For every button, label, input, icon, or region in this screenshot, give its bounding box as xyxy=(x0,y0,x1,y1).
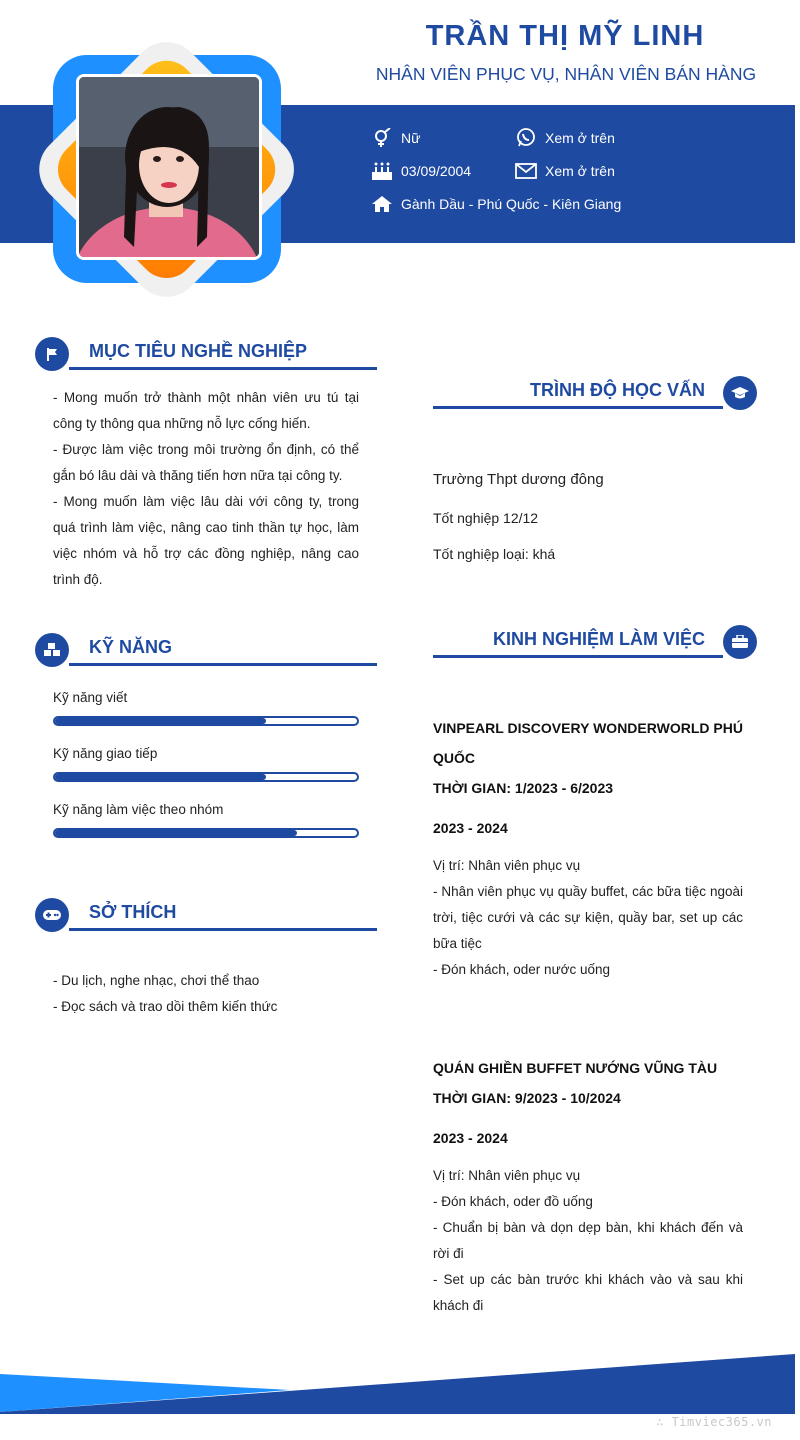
phone-icon xyxy=(515,128,537,148)
skill-bar xyxy=(53,828,359,838)
info-phone xyxy=(515,128,615,148)
candidate-name: TRẦN THỊ MỸ LINH xyxy=(425,20,705,52)
job-company: QUÁN GHIỀN BUFFET NƯỚNG VŨNG TÀU xyxy=(433,1060,718,1076)
gender-value: Nữ xyxy=(401,130,421,146)
education-graduation: Tốt nghiệp 12/12 xyxy=(433,510,539,526)
skills-underline xyxy=(69,663,377,666)
education-school: Trường Thpt dương đông xyxy=(433,471,604,488)
job-detail-line: - Set up các bàn trước khi khách vào và sau khi khách đi xyxy=(433,1272,743,1313)
skill-bar xyxy=(53,772,359,782)
briefcase-icon xyxy=(723,625,757,659)
objective-line: - Mong muốn trở thành một nhân viên ưu tú tại công ty thông qua những nỗ lực cống hiến. xyxy=(53,390,359,431)
job-company: VINPEARL DISCOVERY WONDERWORLD PHÚ QUỐC xyxy=(433,720,743,766)
objective-text xyxy=(53,385,359,593)
gender-icon xyxy=(371,128,393,148)
job-detail-line: - Chuẩn bị bàn và dọn dẹp bàn, khi khách đến và rời đi xyxy=(433,1220,743,1261)
gamepad-icon xyxy=(35,898,69,932)
job-details xyxy=(433,853,743,983)
hobbies-section-header xyxy=(35,898,377,938)
job-detail-line: - Đón khách, oder nước uống xyxy=(433,962,610,977)
job-years: 2023 - 2024 xyxy=(433,1130,508,1146)
graduation-cap-icon xyxy=(723,376,757,410)
job-years: 2023 - 2024 xyxy=(433,820,508,836)
skill-bar-fill xyxy=(55,830,297,836)
skill-bar-fill xyxy=(55,718,266,724)
info-email xyxy=(515,161,615,181)
birthday-cake-icon xyxy=(371,161,393,181)
job-time: THỜI GIAN: 9/2023 - 10/2024 xyxy=(433,1090,621,1106)
skills-title: KỸ NĂNG xyxy=(89,637,173,657)
skill-label: Kỹ năng giao tiếp xyxy=(53,746,158,761)
watermark: ∴ Timviec365.vn xyxy=(656,1415,772,1429)
cubes-icon xyxy=(35,633,69,667)
flag-icon xyxy=(35,337,69,371)
skill-bar xyxy=(53,716,359,726)
hobby-line: - Du lịch, nghe nhạc, chơi thể thao xyxy=(53,973,260,988)
objective-underline xyxy=(69,367,377,370)
envelope-icon xyxy=(515,161,537,181)
skills-section-header xyxy=(35,633,377,673)
job-detail-line: - Đón khách, oder đồ uống xyxy=(433,1194,593,1209)
job-detail-line: Vị trí: Nhân viên phục vụ xyxy=(433,1168,581,1183)
phone-value: Xem ở trên xyxy=(545,130,615,146)
objective-line: - Mong muốn làm việc lâu dài với công ty, trong quá trình làm việc, nâng cao tinh thần tự học, làm việc nhóm và hỗ trợ các đồng nghiệp, nâng cao trình độ. xyxy=(53,494,359,587)
info-gender xyxy=(371,128,420,148)
home-icon xyxy=(371,194,393,214)
info-address xyxy=(371,194,621,214)
skill-label: Kỹ năng làm việc theo nhóm xyxy=(53,802,224,817)
objective-title: MỤC TIÊU NGHỀ NGHIỆP xyxy=(89,341,308,361)
hobbies-title: SỞ THÍCH xyxy=(89,902,177,922)
education-grade: Tốt nghiệp loại: khá xyxy=(433,546,556,562)
hobby-line: - Đọc sách và trao dồi thêm kiến thức xyxy=(53,999,278,1014)
experience-title: KINH NGHIỆM LÀM VIỆC xyxy=(492,629,705,649)
job-detail-line: Vị trí: Nhân viên phục vụ xyxy=(433,858,581,873)
footer-wave xyxy=(0,1350,800,1416)
avatar-frame xyxy=(28,30,308,306)
education-section-header xyxy=(433,376,757,416)
job-detail-line: - Nhân viên phục vụ quầy buffet, các bữa tiệc ngoài trời, tiệc cưới và các sự kiện, quầy bar, set up các bữa tiệc xyxy=(433,884,743,951)
desired-position: NHÂN VIÊN PHỤC VỤ, NHÂN VIÊN BÁN HÀNG xyxy=(375,64,757,84)
info-birthday xyxy=(371,161,471,181)
email-value: Xem ở trên xyxy=(545,163,615,179)
address-value: Gành Dầu - Phú Quốc - Kiên Giang xyxy=(401,196,622,212)
experience-underline xyxy=(433,655,723,658)
education-title: TRÌNH ĐỘ HỌC VẤN xyxy=(530,380,705,400)
hobbies-text xyxy=(53,968,359,1020)
job-details xyxy=(433,1163,743,1319)
avatar xyxy=(76,74,262,260)
job-time: THỜI GIAN: 1/2023 - 6/2023 xyxy=(433,780,614,796)
objective-line: - Được làm việc trong môi trường ổn định, có thể gắn bó lâu dài và thăng tiến hơn nữa tại công ty. xyxy=(53,442,359,483)
experience-section-header xyxy=(433,625,757,665)
education-underline xyxy=(433,406,723,409)
birthday-value: 03/09/2004 xyxy=(401,163,472,179)
objective-section-header xyxy=(35,337,377,377)
hobbies-underline xyxy=(69,928,377,931)
skill-label: Kỹ năng viết xyxy=(53,690,128,705)
skill-bar-fill xyxy=(55,774,266,780)
